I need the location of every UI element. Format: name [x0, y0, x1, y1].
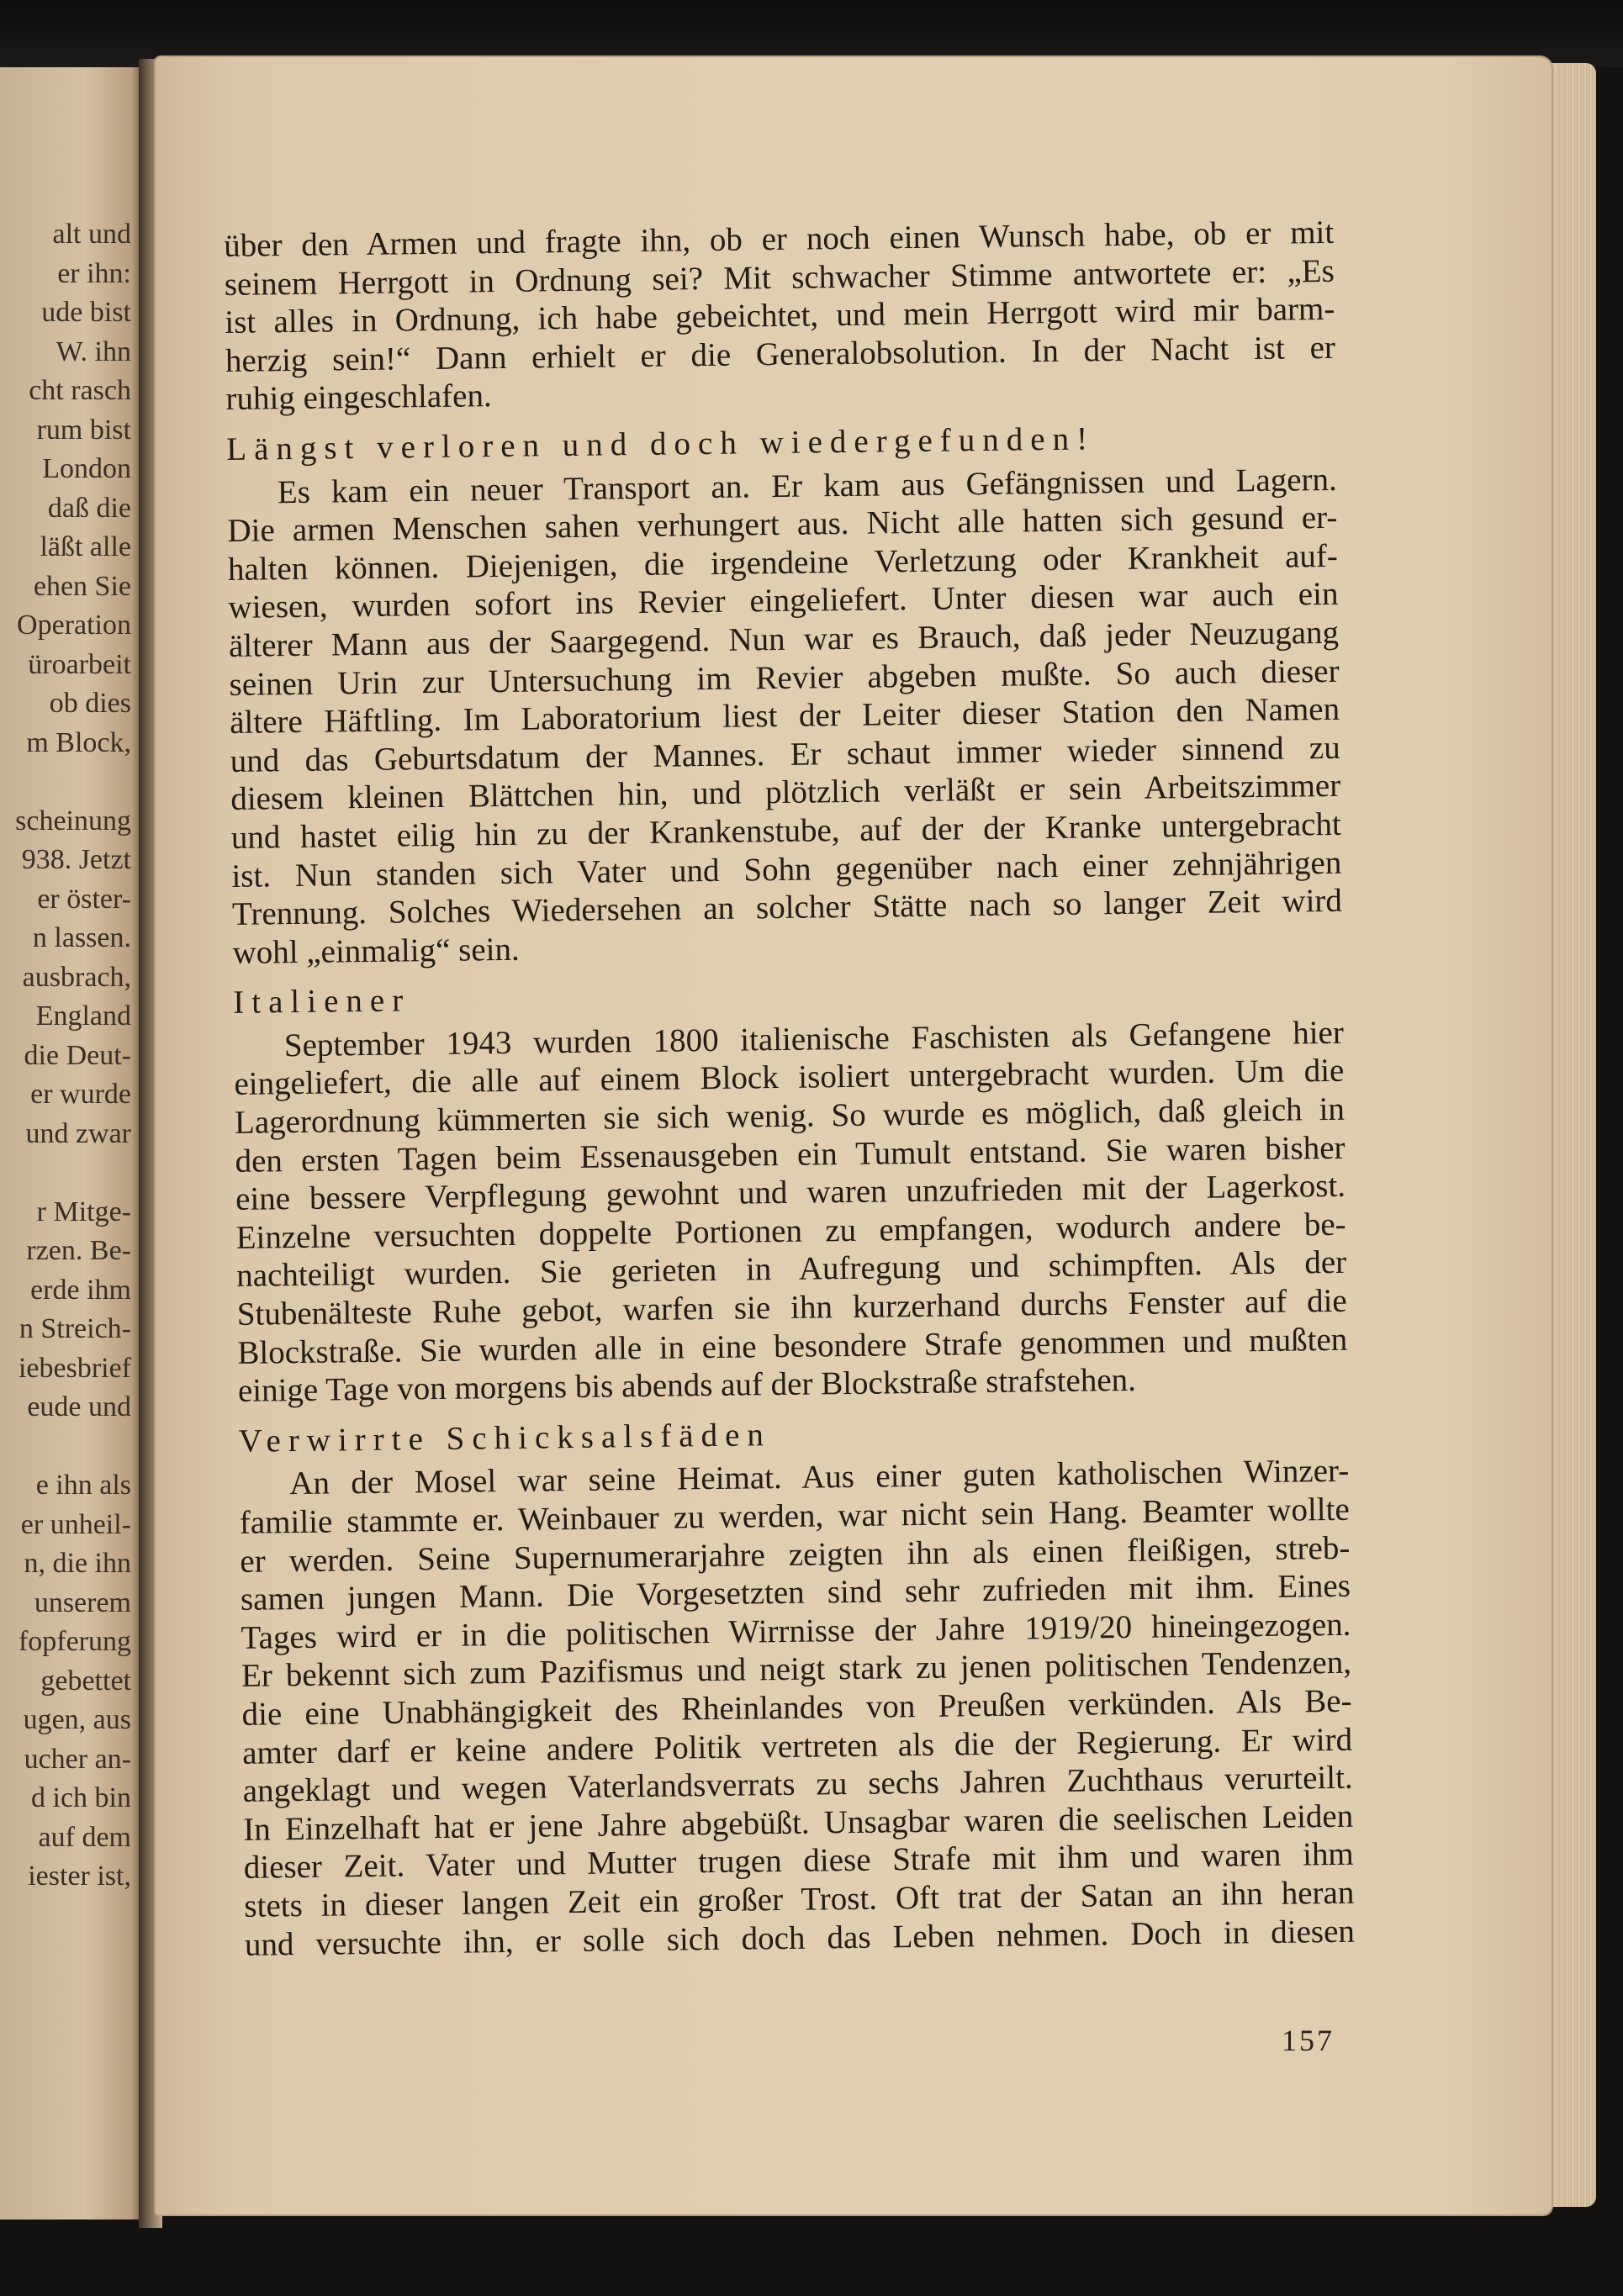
text-line: ist alles in Ordnung, ich habe gebeichtet, und mein Herrgott wird mir barm- — [225, 291, 1335, 341]
section-heading: Längst verloren und doch wiedergefunden! — [225, 420, 1096, 467]
text-line: dieser Zeit. Vater und Mutter trugen diese Strafe mit ihm und waren ihm — [243, 1836, 1355, 1887]
left-page-text-fragment: scheinung — [15, 805, 131, 837]
text-line: älterer Mann aus der Saargegend. Nun war es Brauch, daß jeder Neuzugang — [228, 614, 1340, 664]
left-page-text-fragment: ausbrach, — [22, 961, 131, 993]
text-line: und hastet eilig hin zu der Krankenstube, auf der der Kranke untergebracht — [230, 805, 1342, 856]
text-line: halten können. Diejenigen, die irgendeine Verletzung oder Krankheit auf- — [227, 537, 1339, 588]
text-line: wiesen, wurden sofort ins Revier eingeliefert. Unter diesen war auch ein — [228, 576, 1339, 626]
left-page-text-fragment: ugen, aus — [23, 1704, 131, 1735]
text-line: den ersten Tagen beim Essenausgeben ein Tumult entstand. Sie waren bisher — [235, 1129, 1345, 1180]
left-page-text-fragment: die Deut- — [24, 1039, 131, 1071]
page-text — [224, 214, 1355, 1964]
text-line: Stubenälteste Ruhe gebot, warfen sie ihn kurzerhand durchs Fenster auf die — [236, 1282, 1347, 1333]
text-line: In Einzelhaft hat er jene Jahre abgebüßt. Unsagbar waren die seelischen Leiden — [243, 1797, 1354, 1848]
left-page-text-fragment: n, die ihn — [24, 1548, 131, 1579]
left-page-text-fragment: 938. Jetzt — [21, 844, 131, 875]
section-paragraph — [239, 1452, 1355, 1964]
left-page-text-fragment: ob dies — [49, 688, 131, 719]
left-page-text-fragment: cht rasch — [29, 375, 131, 406]
text-line: wohl „einmalig“ sein. — [232, 931, 520, 971]
left-page-text-fragment: iebesbrief — [18, 1352, 131, 1384]
text-line: stets in dieser langen Zeit ein großer Trost. Oft trat der Satan an ihn heran — [244, 1874, 1355, 1924]
left-page-text-fragment: London — [42, 453, 131, 484]
text-line: An der Mosel war seine Heimat. Aus einer guten katholischen Winzer- — [289, 1453, 1350, 1502]
text-line: diesem kleinen Blättchen hin, und plötzlich verläßt er sein Arbeitszimmer — [230, 768, 1341, 818]
left-page-text-fragment: er wurde — [30, 1079, 131, 1110]
section-paragraph — [227, 460, 1343, 972]
left-page-text-fragment: alt und — [52, 219, 131, 250]
left-page-text-fragment: n Streich- — [19, 1313, 131, 1344]
left-page-text-fragment: rum bist — [36, 414, 131, 446]
text-line: die eine Unabhängigkeit des Rheinlandes von Preußen verkünden. Als Be- — [241, 1682, 1352, 1733]
text-line: ruhig eingeschlafen. — [225, 377, 492, 418]
text-line: ältere Häftling. Im Laboratorium liest der Leiter dieser Station den Namen — [229, 690, 1340, 742]
left-page-text-fragment: iester ist, — [28, 1861, 131, 1892]
left-page-text-fragment: ehen Sie — [33, 570, 131, 602]
text-line: familie stammte er. Weinbauer zu werden, war nicht sein Hang. Beamter wollte — [239, 1491, 1350, 1541]
text-line: eine bessere Verpflegung gewohnt und waren unzufrieden mit der Lagerkost. — [235, 1168, 1346, 1218]
left-page-text-fragment: gebettet — [40, 1665, 131, 1697]
text-line: über den Armen und fragte ihn, ob er noch einen Wunsch habe, ob er mit — [224, 214, 1335, 264]
text-line: Trennung. Solches Wiedersehen an solcher Stätte nach so langer Zeit wird — [231, 882, 1343, 933]
left-page-text-fragment: m Block, — [26, 726, 131, 758]
text-line: Blockstraße. Sie wurden alle in eine besondere Strafe genommen und mußten — [237, 1321, 1348, 1371]
text-line: eingeliefert, die alle auf einem Block isoliert untergebracht wurden. Um die — [234, 1053, 1345, 1103]
text-line: Es kam ein neuer Transport an. Er kam aus Gefängnissen und Lagern. — [277, 461, 1338, 510]
text-line: seinem Herrgott in Ordnung sei? Mit schwacher Stimme antwortete er: „Es — [224, 252, 1335, 303]
left-page-text-fragment: d ich bin — [31, 1782, 131, 1813]
left-page-text-fragment: n lassen. — [32, 922, 131, 953]
text-line: und das Geburtsdatum der Mannes. Er schaut immer wieder sinnend zu — [230, 729, 1340, 779]
section-heading: Italiener — [233, 982, 411, 1021]
left-page-text-fragment: unserem — [34, 1586, 131, 1618]
left-page-text-fragment: läßt alle — [40, 531, 131, 562]
text-line: er werden. Seine Supernumerarjahre zeigten ihn als einen fleißigen, streb- — [240, 1529, 1351, 1580]
text-line: herzig sein!“ Dann erhielt er die Generalobsolution. In der Nacht ist er — [225, 329, 1336, 379]
left-page-edge — [0, 67, 143, 2219]
left-page-text-fragment: fopferung — [18, 1626, 131, 1657]
left-page-text-fragment: auf dem — [38, 1821, 131, 1853]
left-page-text-fragment: erde ihm — [30, 1274, 131, 1306]
left-page-text-fragment: er öster- — [37, 883, 131, 915]
text-line: Einzelne versuchten doppelte Portionen zu empfangen, wodurch andere be- — [235, 1206, 1346, 1256]
intro-paragraph — [224, 214, 1336, 419]
left-page-text-fragment: daß die — [47, 492, 131, 524]
left-page-text-fragment: W. ihn — [56, 335, 131, 367]
text-line: einige Tage von morgens bis abends auf der Blockstraße strafstehen. — [237, 1362, 1137, 1410]
left-page-text-fragment: Operation — [17, 610, 131, 641]
left-page-text-fragment: er ihn: — [57, 257, 131, 289]
text-line: amter darf er keine andere Politik vertreten als die der Regierung. Er wird — [241, 1721, 1353, 1771]
text-line: Lagerordnung kümmerten sie sich wenig. So wurde es möglich, daß gleich in — [234, 1090, 1345, 1141]
left-page-text-fragment: er unheil- — [20, 1508, 131, 1540]
left-page-text-fragment: England — [35, 1000, 131, 1032]
left-page-text-fragment: r Mitge- — [36, 1196, 131, 1227]
text-line: seinen Urin zur Untersuchung im Revier abgeben mußte. So auch dieser — [229, 652, 1340, 703]
left-page-text-fragment: ude bist — [41, 297, 131, 328]
left-page-text-fragment: ucher an- — [24, 1743, 131, 1775]
left-page-text-fragment: und zwar — [25, 1117, 131, 1149]
text-line: samen jungen Mann. Die Vorgesetzten sind sehr zufrieden mit ihm. Eines — [240, 1567, 1351, 1618]
text-line: September 1943 wurden 1800 italienische Faschisten als Gefangene hier — [283, 1014, 1345, 1064]
page-stack-edge — [1546, 63, 1596, 2207]
page-number: 157 — [1282, 2024, 1335, 2057]
text-line: und versuchte ihn, er solle sich doch das Leben nehmen. Doch in diesen — [244, 1913, 1356, 1963]
section-heading: Verwirrte Schicksalsfäden — [238, 1416, 772, 1459]
text-line: nachteiligt wurden. Sie gerieten in Aufregung und schimpften. Als der — [235, 1244, 1347, 1295]
text-line: Tages wird er in die politischen Wirrnisse der Jahre 1919/20 hineingezogen. — [241, 1606, 1351, 1656]
left-page-text-fragment: üroarbeit — [28, 648, 131, 680]
left-page-text-fragment: eude und — [27, 1391, 131, 1422]
text-line: Die armen Menschen sahen verhungert aus. Nicht alle hatten sich gesund er- — [227, 499, 1338, 550]
left-page-text-fragment: rzen. Be- — [26, 1235, 131, 1266]
left-page-text-fragment: e ihn als — [35, 1470, 131, 1501]
text-line: angeklagt und wegen Vaterlandsverrats zu sechs Jahren Zuchthaus verurteilt. — [242, 1759, 1353, 1810]
text-line: ist. Nun standen sich Vater und Sohn gegenüber nach einer zehnjährigen — [231, 844, 1342, 895]
text-line: Er bekennt sich zum Pazifismus und neigt stark zu jenen politischen Tendenzen, — [241, 1644, 1352, 1695]
section-paragraph — [234, 1014, 1348, 1411]
